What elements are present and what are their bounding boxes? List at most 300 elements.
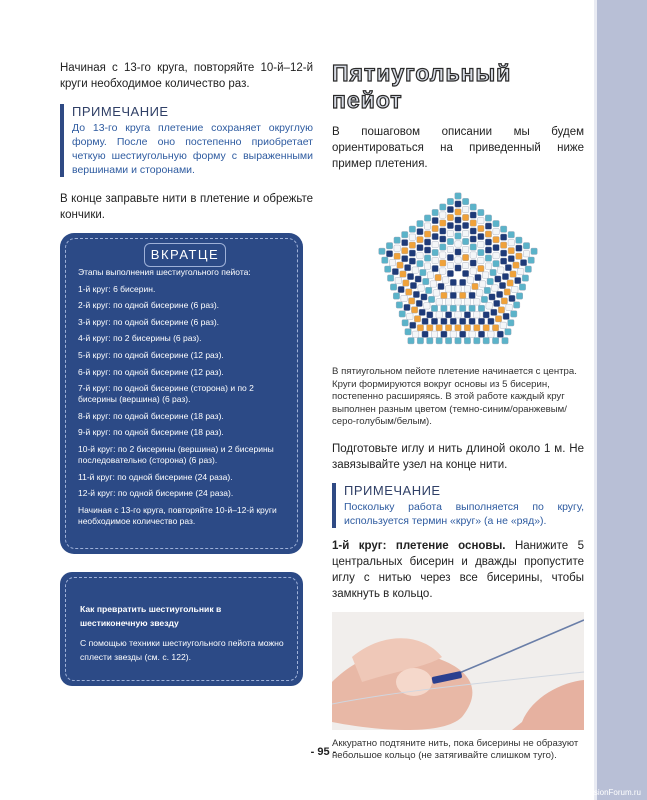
bead	[405, 329, 411, 335]
bead	[455, 225, 461, 231]
bead	[515, 277, 521, 283]
left-intro-paragraph: Начиная с 13-го круга, повторяйте 10-й–12-й круги необходимое количество раз.	[60, 62, 313, 90]
bead	[485, 239, 491, 245]
bead	[445, 286, 451, 292]
bead	[509, 295, 515, 301]
bead	[412, 267, 418, 273]
bead	[472, 283, 478, 289]
bead	[432, 257, 438, 263]
bead	[409, 234, 415, 240]
bead	[470, 260, 476, 266]
bead	[455, 299, 461, 305]
bead	[423, 278, 429, 284]
bead	[460, 305, 466, 311]
bead	[474, 338, 480, 344]
bead	[491, 309, 497, 315]
bead	[516, 237, 522, 243]
bead	[417, 244, 423, 250]
bead	[447, 246, 453, 252]
bead	[495, 316, 501, 322]
bead	[496, 291, 502, 297]
bead	[421, 294, 427, 300]
bead	[462, 270, 468, 276]
bead	[447, 270, 453, 276]
bead	[424, 231, 430, 237]
bead	[522, 275, 528, 281]
step1-title: 1-й круг: плетение основы.	[332, 539, 506, 552]
bead	[478, 257, 484, 263]
bead	[389, 259, 395, 265]
right-note	[332, 483, 584, 528]
bead	[485, 247, 491, 253]
prepare-paragraph: Подготовьте иглу и нить длиной около 1 м. Не завязывайте узел на конце нити.	[332, 442, 584, 471]
bead	[447, 230, 453, 236]
bead	[493, 220, 499, 226]
bead	[492, 325, 498, 331]
bead	[432, 209, 438, 215]
bead	[500, 250, 506, 256]
bead	[478, 318, 484, 324]
bead	[460, 279, 466, 285]
sidebar-stripe	[597, 0, 647, 800]
page-number: - 95 -	[310, 746, 337, 758]
bead	[455, 201, 461, 207]
bead	[417, 338, 423, 344]
bead	[505, 264, 511, 270]
bead	[415, 276, 421, 282]
bead	[516, 245, 522, 251]
bead	[523, 243, 529, 249]
bead	[419, 309, 425, 315]
section-heading: Пятиугольный пейот	[332, 60, 512, 113]
tip-box	[60, 572, 303, 686]
bead	[400, 271, 406, 277]
left-note-title: ПРИМЕЧАНИЕ	[72, 104, 169, 119]
bead	[508, 320, 514, 326]
left-finish-paragraph: В конце заправьте нити в плетение и обрежьте кончики.	[60, 193, 313, 221]
bead	[469, 318, 475, 324]
bead	[411, 307, 417, 313]
bead	[402, 247, 408, 253]
bead	[427, 272, 433, 278]
bead	[511, 311, 517, 317]
bead	[409, 242, 415, 248]
bead	[493, 260, 499, 266]
bead	[494, 300, 500, 306]
bead	[493, 244, 499, 250]
bead	[431, 318, 437, 324]
bead	[410, 282, 416, 288]
bead	[493, 236, 499, 242]
bead	[430, 281, 436, 287]
bead	[464, 286, 470, 292]
bead	[445, 299, 451, 305]
bead	[513, 262, 519, 268]
bead	[455, 257, 461, 263]
bead	[483, 338, 489, 344]
bead	[414, 316, 420, 322]
bead	[490, 269, 496, 275]
bead	[402, 255, 408, 261]
bead	[500, 258, 506, 264]
bead	[408, 298, 414, 304]
bead	[440, 204, 446, 210]
bead	[447, 254, 453, 260]
bead	[427, 312, 433, 318]
bead	[499, 282, 505, 288]
summary-item: 1-й круг: 6 бисерин.	[78, 283, 156, 294]
summary-item: Этапы выполнения шестиугольного пейота:	[78, 267, 251, 277]
bead	[478, 265, 484, 271]
bead	[447, 214, 453, 220]
bead	[432, 233, 438, 239]
bead	[394, 245, 400, 251]
bead	[492, 285, 498, 291]
bead	[445, 338, 451, 344]
bead	[478, 249, 484, 255]
bead	[462, 222, 468, 228]
bead	[410, 322, 416, 328]
bead	[478, 241, 484, 247]
pentagon-beadwork-illustration	[332, 176, 584, 366]
bead	[396, 302, 402, 308]
bead	[478, 209, 484, 215]
bead	[497, 331, 503, 337]
bead	[523, 251, 529, 257]
bead	[483, 325, 489, 331]
bead	[498, 267, 504, 273]
bead	[462, 214, 468, 220]
bead	[478, 217, 484, 223]
bead	[440, 220, 446, 226]
bead	[485, 215, 491, 221]
bead	[455, 249, 461, 255]
bead	[436, 338, 442, 344]
bead	[435, 274, 441, 280]
bead	[445, 325, 451, 331]
right-note-title: ПРИМЕЧАНИЕ	[344, 482, 441, 498]
bead	[493, 252, 499, 258]
bead	[470, 236, 476, 242]
bead	[424, 223, 430, 229]
bead	[460, 318, 466, 324]
bead	[462, 238, 468, 244]
bead	[399, 311, 405, 317]
step1-paragraph	[332, 538, 584, 602]
bead	[401, 295, 407, 301]
bead	[503, 313, 509, 319]
bead	[517, 268, 523, 274]
bead	[441, 305, 447, 311]
bead	[469, 292, 475, 298]
bead	[428, 296, 434, 302]
bead	[474, 312, 480, 318]
bead	[455, 241, 461, 247]
bead	[432, 217, 438, 223]
bead	[482, 272, 488, 278]
bead	[390, 284, 396, 290]
bead	[460, 331, 466, 337]
bead	[386, 251, 392, 257]
bead	[455, 325, 461, 331]
bead	[379, 248, 385, 254]
bead	[440, 252, 446, 258]
bead	[441, 318, 447, 324]
bead	[424, 239, 430, 245]
bead	[507, 280, 513, 286]
bead	[417, 220, 423, 226]
bead	[469, 331, 475, 337]
bead	[438, 283, 444, 289]
bead	[508, 247, 514, 253]
bead	[450, 279, 456, 285]
bead	[432, 225, 438, 231]
bead	[409, 226, 415, 232]
bead	[493, 228, 499, 234]
bead	[455, 312, 461, 318]
bead	[484, 287, 490, 293]
bead	[398, 286, 404, 292]
summary-list	[78, 267, 293, 532]
bead	[450, 318, 456, 324]
bead	[422, 318, 428, 324]
summary-item: 7-й круг: по одной бисерине (сторона) и по 2 бисерины (вершина) (6 раз).	[78, 383, 254, 405]
bead	[462, 206, 468, 212]
hand-threading-photo	[332, 612, 584, 730]
bead	[455, 193, 461, 199]
bead	[488, 331, 494, 337]
bead	[470, 268, 476, 274]
hand-threading-illustration	[332, 612, 584, 730]
summary-item: 9-й круг: по одной бисерине (18 раз).	[78, 427, 224, 438]
bead	[417, 260, 423, 266]
bead	[424, 255, 430, 261]
bead	[501, 298, 507, 304]
bead	[508, 255, 514, 261]
summary-item: Начиная с 13-го круга, повторяйте 10-й–12-й круги необходимое количество раз.	[78, 504, 277, 526]
bead	[385, 266, 391, 272]
bead	[508, 239, 514, 245]
bead	[464, 325, 470, 331]
bead	[505, 329, 511, 335]
bead	[418, 285, 424, 291]
left-note	[60, 104, 313, 177]
summary-item: 6-й круг: по одной бисерине (12 раз).	[78, 366, 224, 377]
beadwork-caption: В пятиугольном пейоте плетение начинается с центра. Круги формируются вокруг основы из 5 бисерин, постепенно расширяясь. В этой работе каждый круг выполнен разным цветом (темно-синим/оранжевым/серо-голубым/белым).	[332, 366, 577, 427]
bead	[397, 262, 403, 268]
bead	[440, 228, 446, 234]
bead	[447, 222, 453, 228]
summary-item: 11-й круг: по одной бисерине (24 раза).	[78, 471, 233, 482]
bead	[460, 292, 466, 298]
bead	[483, 312, 489, 318]
bead	[432, 265, 438, 271]
bead	[431, 305, 437, 311]
bead	[450, 305, 456, 311]
bead	[504, 289, 510, 295]
bead	[441, 292, 447, 298]
bead	[447, 262, 453, 268]
bead	[447, 206, 453, 212]
tip-title: Как превратить шестиугольник в шестиконечную звезду	[80, 604, 222, 628]
bead	[455, 286, 461, 292]
bead	[422, 331, 428, 337]
threading-caption: Аккуратно подтяните нить, пока бисерины не образуют небольшое кольцо (не затягивайте слишком туго).	[332, 737, 579, 761]
pentagon-beadwork-photo	[332, 176, 584, 366]
bead	[409, 258, 415, 264]
bead	[402, 320, 408, 326]
bead	[467, 277, 473, 283]
bead	[442, 277, 448, 283]
bead	[447, 198, 453, 204]
summary-item: 2-й круг: по одной бисерине (6 раз).	[78, 300, 220, 311]
bead	[450, 292, 456, 298]
bead	[528, 257, 534, 263]
bead	[431, 331, 437, 337]
bead	[440, 236, 446, 242]
bead	[502, 338, 508, 344]
bead	[455, 233, 461, 239]
bead	[464, 299, 470, 305]
bead	[475, 274, 481, 280]
bead	[424, 215, 430, 221]
bead	[479, 281, 485, 287]
bead	[470, 204, 476, 210]
bead	[474, 325, 480, 331]
bead	[386, 243, 392, 249]
bead	[485, 223, 491, 229]
bead	[474, 299, 480, 305]
bead	[486, 303, 492, 309]
bead	[404, 304, 410, 310]
bead	[500, 242, 506, 248]
bead	[462, 254, 468, 260]
bead	[441, 331, 447, 337]
summary-item: 12-й круг: по одной бисерине (24 раза).	[78, 488, 234, 499]
bead	[512, 286, 518, 292]
bead	[417, 228, 423, 234]
bead	[440, 268, 446, 274]
bead	[492, 338, 498, 344]
bead	[506, 304, 512, 310]
bead	[487, 278, 493, 284]
summary-title: ВКРАТЦЕ	[144, 243, 226, 267]
summary-item: 5-й круг: по одной бисерине (12 раз).	[78, 349, 224, 360]
bead	[500, 322, 506, 328]
bead	[469, 305, 475, 311]
bead	[462, 262, 468, 268]
bead	[412, 331, 418, 337]
bead	[393, 293, 399, 299]
bead	[413, 291, 419, 297]
bead	[394, 237, 400, 243]
bead	[488, 318, 494, 324]
bead	[500, 226, 506, 232]
bead	[462, 246, 468, 252]
right-column	[332, 60, 584, 763]
bead	[432, 249, 438, 255]
bead	[478, 305, 484, 311]
bead	[402, 239, 408, 245]
bead	[436, 325, 442, 331]
bead	[416, 300, 422, 306]
bead	[427, 325, 433, 331]
bead	[462, 198, 468, 204]
right-intro-paragraph: В пошаговом описании мы будем ориентироваться на приведенный ниже пример плетения.	[332, 126, 584, 170]
bead	[404, 264, 410, 270]
bead	[407, 273, 413, 279]
bead	[520, 259, 526, 265]
bead	[516, 253, 522, 259]
bead	[424, 303, 430, 309]
bead	[417, 236, 423, 242]
bead	[455, 217, 461, 223]
bead	[510, 271, 516, 277]
bead	[409, 250, 415, 256]
left-column	[60, 60, 313, 223]
summary-item: 3-й круг: по одной бисерине (6 раз).	[78, 316, 220, 327]
bead	[455, 265, 461, 271]
bead	[440, 212, 446, 218]
bead	[495, 276, 501, 282]
bead	[382, 257, 388, 263]
summary-box	[60, 233, 303, 554]
bead	[455, 338, 461, 344]
bead	[464, 338, 470, 344]
bead	[447, 238, 453, 244]
summary-item: 8-й круг: по одной бисерине (18 раз).	[78, 410, 224, 421]
bead	[424, 263, 430, 269]
bead	[477, 290, 483, 296]
left-note-text: До 13-го круга плетение сохраняет округлую форму. После оно постепенно приобретает четкую шестиугольную форму с выраженными вершинами и сторонами.	[72, 122, 313, 176]
bead	[392, 268, 398, 274]
bead	[485, 231, 491, 237]
watermark-text: PassionForum.ru	[580, 788, 641, 797]
bead	[478, 225, 484, 231]
bead	[500, 234, 506, 240]
bead	[420, 269, 426, 275]
bead	[485, 263, 491, 269]
bead	[417, 325, 423, 331]
bead	[394, 253, 400, 259]
bead	[445, 312, 451, 318]
bead	[427, 338, 433, 344]
bead	[440, 244, 446, 250]
bead	[470, 220, 476, 226]
bead	[462, 230, 468, 236]
summary-item: 4-й круг: по 2 бисерины (6 раз).	[78, 333, 202, 344]
bead	[516, 293, 522, 299]
bead	[502, 273, 508, 279]
bead	[478, 233, 484, 239]
bead	[485, 255, 491, 261]
bead	[387, 275, 393, 281]
bead	[531, 248, 537, 254]
bead	[470, 212, 476, 218]
bead	[478, 331, 484, 337]
bead	[455, 209, 461, 215]
bead	[440, 260, 446, 266]
bead	[407, 313, 413, 319]
bead	[408, 338, 414, 344]
tip-text: С помощью техники шестиугольного пейота можно сплести звезды (см. с. 122).	[80, 638, 284, 662]
bead	[425, 287, 431, 293]
bead	[464, 312, 470, 318]
bead	[436, 312, 442, 318]
bead	[513, 302, 519, 308]
bead	[498, 307, 504, 313]
bead	[433, 290, 439, 296]
